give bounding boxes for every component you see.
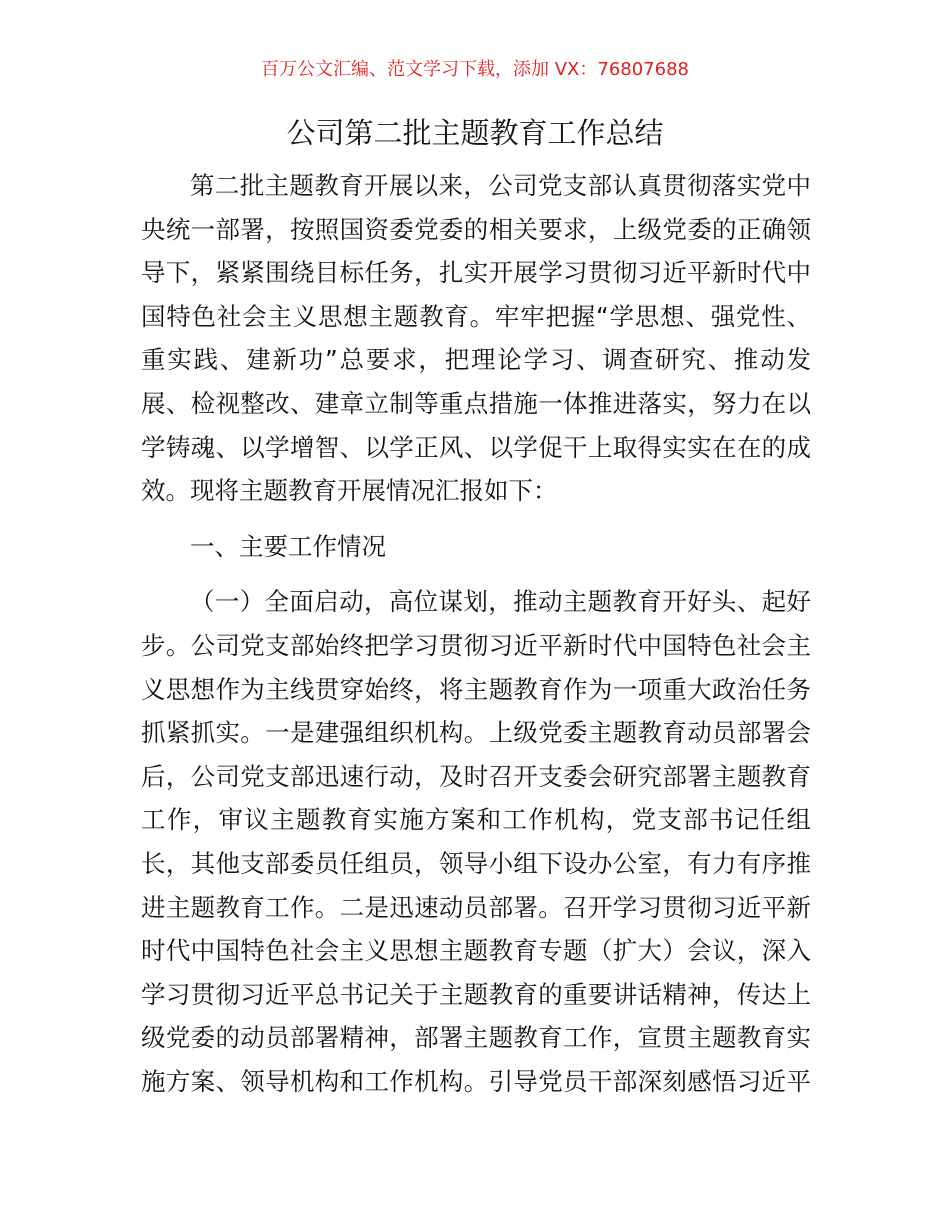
text-line: 长，其他支部委员任组员，领导小组下设办公室，有力有序推 [141,848,811,878]
text-line: 后，公司党支部迅速行动，及时召开支委会研究部署主题教育 [141,761,811,791]
text-line: （一）全面启动，高位谋划，推动主题教育开好头、起好 [190,587,811,617]
text-line: 重实践、建新功”总要求，把理论学习、调查研究、推动发 [141,345,811,375]
text-line: 效。现将主题教育开展情况汇报如下： [141,476,558,506]
text-line: 国特色社会主义思想主题教育。牢牢把握“学思想、强党性、 [141,301,811,331]
document-title: 公司第二批主题教育工作总结 [286,116,664,150]
text-line: 展、检视整改、建章立制等重点措施一体推进落实，努力在以 [141,388,811,418]
text-line: 学铸魂、以学增智、以学正风、以学促干上取得实实在在的成 [141,432,811,462]
text-line: 进主题教育工作。二是迅速动员部署。召开学习贯彻习近平新 [141,892,811,922]
text-line: 义思想作为主线贯穿始终，将主题教育作为一项重大政治任务 [141,674,811,704]
text-line: 时代中国特色社会主义思想主题教育专题（扩大）会议，深入 [141,936,811,966]
text-line: 第二批主题教育开展以来，公司党支部认真贯彻落实党中 [190,171,811,200]
heading-line: 一、主要工作情况 [190,531,386,561]
text-line: 抓紧抓实。一是建强组织机构。上级党委主题教育动员部署会 [141,718,811,748]
paragraph-intro [141,164,811,513]
section-heading [141,525,811,569]
watermark-header: 百万公文汇编、范文学习下载，添加 VX：76807688 [261,59,689,80]
text-line: 步。公司党支部始终把学习贯彻习近平新时代中国特色社会主 [141,630,811,660]
text-line: 级党委的动员部署精神，部署主题教育工作，宣贯主题教育实 [141,1023,811,1053]
text-line: 导下，紧紧围绕目标任务，扎实开展学习贯彻习近平新时代中 [141,258,811,288]
text-line: 工作，审议主题教育实施方案和工作机构，党支部书记任组 [141,805,811,835]
document-body [141,164,811,1103]
paragraph-section-1 [141,580,811,1103]
text-line: 学习贯彻习近平总书记关于主题教育的重要讲话精神，传达上 [141,979,811,1009]
text-line: 央统一部署，按照国资委党委的相关要求，上级党委的正确领 [141,214,811,244]
text-line: 施方案、领导机构和工作机构。引导党员干部深刻感悟习近平 [141,1066,811,1096]
